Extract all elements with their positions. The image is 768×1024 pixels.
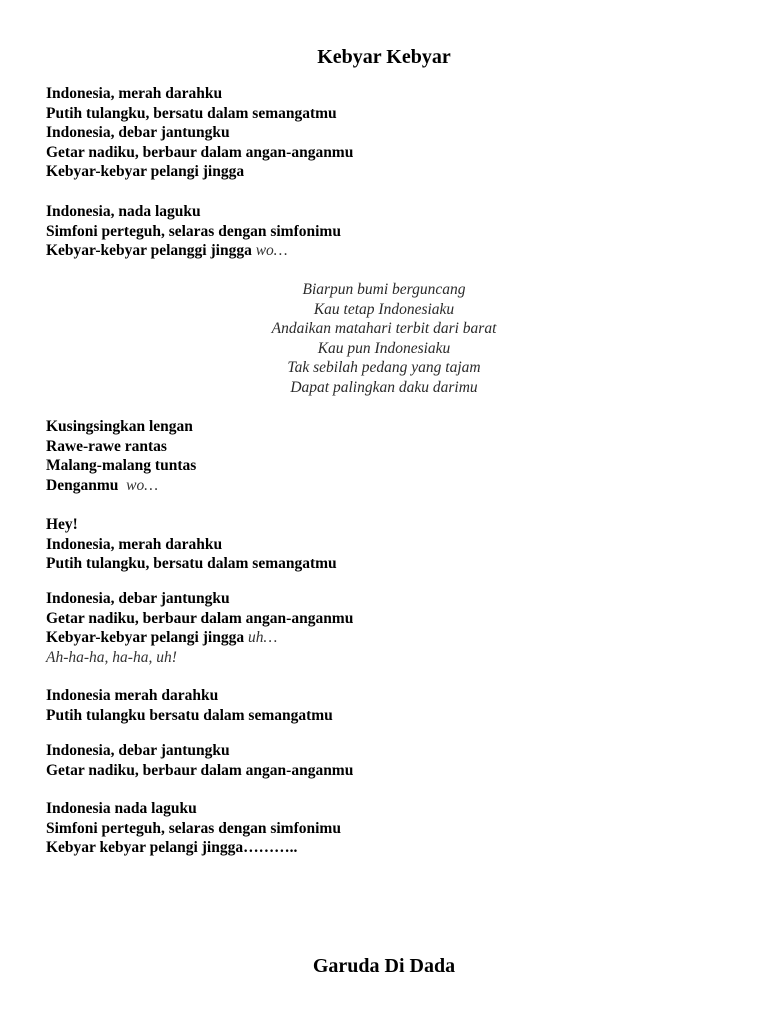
lyric-line: Hey! [46, 516, 78, 533]
lyric-line: Indonesia, debar jantungku [46, 742, 230, 759]
lyric-tail: wo… [126, 476, 158, 494]
song-title: Kebyar Kebyar [317, 46, 451, 68]
lyric-line: Indonesia nada laguku [46, 800, 197, 817]
lyric-line: Kau pun Indonesiaku [317, 339, 451, 357]
lyric-line: Simfoni perteguh, selaras dengan simfonimu [46, 222, 341, 240]
lyric-line: Putih tulangku bersatu dalam semangatmu [46, 706, 333, 724]
lyric-line [46, 628, 726, 648]
lyric-line [46, 241, 726, 261]
lyric-line: Andaikan matahari terbit dari barat [271, 320, 497, 338]
stanza-2 [46, 202, 726, 261]
stanza-8 [46, 799, 726, 858]
lyric-line: Simfoni perteguh, selaras dengan simfonimu [46, 819, 341, 837]
lyric-line: Indonesia, merah darahku [46, 535, 223, 553]
lyric-line: Indonesia, debar jantungku [46, 590, 230, 607]
stanza-1 [46, 84, 726, 182]
lyric-line: Getar nadiku, berbaur dalam angan-anganmu [46, 761, 354, 779]
lyric-line: Biarpun bumi berguncang [302, 281, 466, 298]
stanza-4 [46, 515, 726, 574]
stanza-6 [46, 686, 726, 725]
lyric-line: Tak sebilah pedang yang tajam [287, 359, 481, 377]
lyric-line: Dapat palingkan daku darimu [290, 378, 478, 396]
stanza-7 [46, 741, 726, 780]
lyric-line: Indonesia, merah darahku [46, 85, 223, 102]
lyric-line: Putih tulangku, bersatu dalam semangatmu [46, 555, 337, 573]
lyric-text: Denganmu [46, 476, 119, 494]
lyric-line: Putih tulangku, bersatu dalam semangatmu [46, 104, 337, 122]
lyric-ad-lib: Ah-ha-ha, ha-ha, uh! [46, 648, 177, 666]
lyric-line: Kebyar kebyar pelangi jingga……….. [46, 839, 298, 857]
lyric-tail: uh… [247, 629, 278, 647]
lyric-line: Indonesia, debar jantungku [46, 124, 230, 142]
lyric-line: Kebyar-kebyar pelangi jingga [46, 163, 245, 181]
lyric-line: Kusingsingkan lengan [46, 418, 193, 435]
lyric-line: Getar nadiku, berbaur dalam angan-anganmu [46, 143, 354, 161]
stanza-5 [46, 589, 726, 667]
lyric-line: Getar nadiku, berbaur dalam angan-anganmu [46, 609, 354, 627]
lyric-line: Malang-malang tuntas [46, 457, 197, 475]
lyric-line: Kau tetap Indonesiaku [313, 300, 455, 318]
lyric-line: Indonesia, nada laguku [46, 203, 201, 220]
lyric-line [46, 476, 726, 496]
lyric-tail: wo… [255, 242, 288, 260]
next-song-title: Garuda Di Dada [312, 955, 456, 977]
lyric-text: Kebyar-kebyar pelangi jingga [46, 629, 245, 647]
stanza-3 [46, 417, 726, 495]
lyric-text: Kebyar-kebyar pelanggi jingga [46, 242, 252, 260]
chorus [0, 280, 768, 398]
lyric-line: Indonesia merah darahku [46, 687, 219, 704]
lyric-line: Rawe-rawe rantas [46, 437, 167, 455]
